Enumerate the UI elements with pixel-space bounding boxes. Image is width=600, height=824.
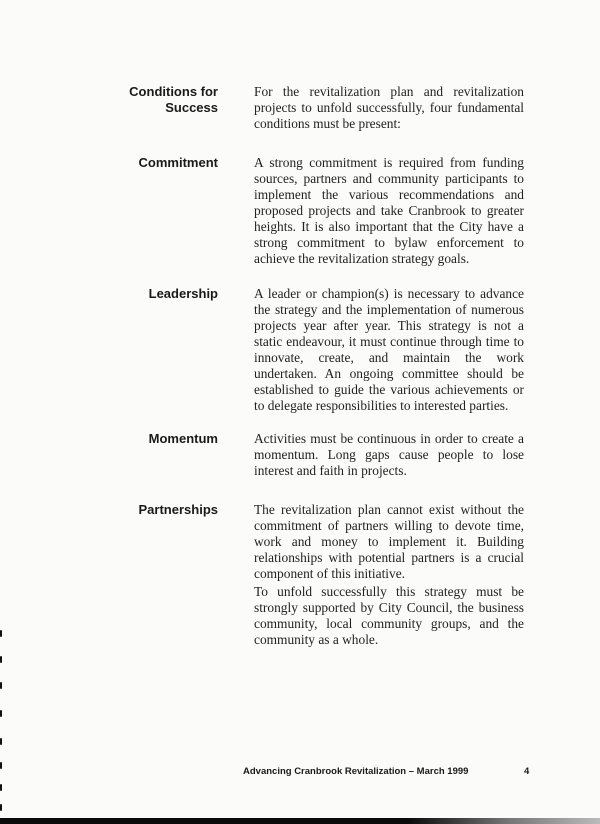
page-number: 4 bbox=[524, 766, 530, 777]
section-heading-partnerships bbox=[88, 502, 218, 518]
paragraph-leadership: A leader or champion(s) is necessary to advance the strategy and the implementation of numerous projects year after year. This strategy is not a static endeavour, it must continue through time to innovate, create, and maintain the work undertaken. An ongoing committee should be established to guide the various achievements or to delegate responsibilities to interested parties. bbox=[254, 286, 524, 413]
heading-line: Commitment bbox=[138, 155, 218, 170]
paragraph-conditions-intro: For the revitalization plan and revitalization projects to unfold successfully, four fundamental conditions must be present: bbox=[254, 84, 524, 131]
edge-mark bbox=[0, 804, 2, 811]
edge-mark bbox=[0, 784, 2, 791]
edge-mark bbox=[0, 656, 2, 663]
edge-mark bbox=[0, 630, 2, 637]
section-heading-momentum bbox=[88, 431, 218, 447]
heading-line: Partnerships bbox=[138, 502, 218, 517]
edge-mark bbox=[0, 682, 2, 689]
heading-line: Leadership bbox=[148, 286, 218, 301]
heading-line: Success bbox=[165, 100, 218, 115]
section-heading-leadership bbox=[88, 286, 218, 302]
paragraph-partnerships-support: To unfold successfully this strategy must be strongly supported by City Council, the business community, local community groups, and the community as a whole. bbox=[254, 584, 524, 647]
edge-mark bbox=[0, 738, 2, 745]
footer-title: Advancing Cranbrook Revitalization – March 1999 bbox=[243, 766, 469, 777]
paragraph-momentum: Activities must be continuous in order to create a momentum. Long gaps cause people to lose interest and faith in projects. bbox=[254, 431, 524, 478]
section-heading-conditions-for-success bbox=[88, 84, 218, 116]
paragraph-commitment: A strong commitment is required from funding sources, partners and community participants to implement the various recommendations and proposed projects and take Cranbrook to greater heights. It is also important that the City have a strong commitment to bylaw enforcement to achieve the revitalization strategy goals. bbox=[254, 155, 524, 266]
edge-mark bbox=[0, 762, 2, 769]
edge-mark bbox=[0, 710, 2, 717]
paragraph-partnerships: The revitalization plan cannot exist without the commitment of partners willing to devote time, work and money to implement it. Building relationships with potential partners is a crucial component of this initiative. bbox=[254, 502, 524, 581]
section-heading-commitment bbox=[88, 155, 218, 171]
binding-edge-marks bbox=[0, 630, 3, 815]
heading-line: Momentum bbox=[148, 431, 218, 446]
heading-line: Conditions for bbox=[129, 84, 218, 99]
scan-bottom-edge bbox=[0, 818, 600, 824]
